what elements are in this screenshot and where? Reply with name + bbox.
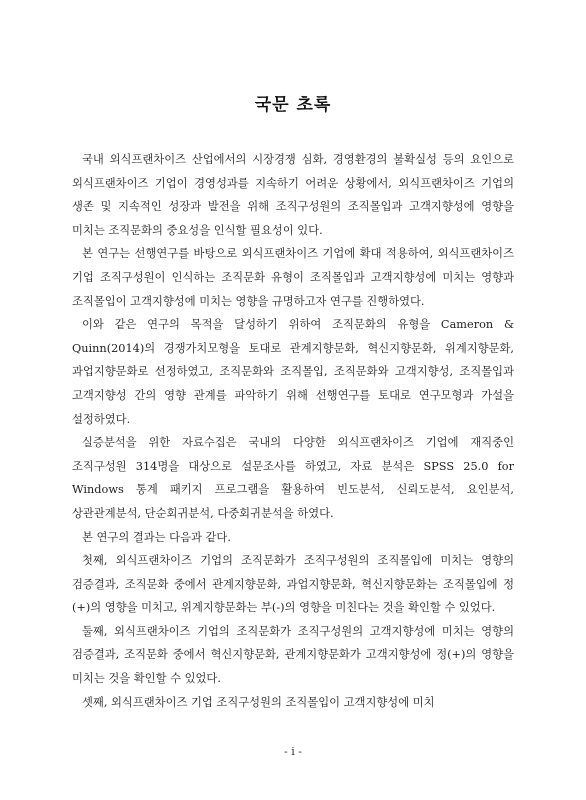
page-title: 국문 초록 — [254, 95, 332, 115]
page-number: - i - — [284, 745, 302, 758]
abstract-paragraph-8: 셋째, 외식프랜차이즈 기업 조직구성원의 조직몰입이 고객지향성에 미치 — [82, 695, 435, 709]
abstract-paragraph-5: 본 연구의 결과는 다음과 같다. — [82, 530, 231, 544]
abstract-paragraph-4: 실증분석을 위한 자료수집은 국내의 다양한 외식프랜차이즈 기업에 재직중인 조직구성원 314명을 대상으로 설문조사를 하였고, 자료 분석은 SPSS 25.0 for Windows 통계 패키지 프로그램을 활용하여 빈도분석, 신뢰도분석, 요인분석, 상관관계분석, 단순회귀분석, 다중회귀분석을 하였다. — [72, 436, 514, 520]
abstract-paragraph-6: 첫째, 외식프랜차이즈 기업의 조직문화가 조직구성원의 조직몰입에 미치는 영향의 검증결과, 조직문화 중에서 관계지향문화, 과업지향문화, 혁신지향문화는 조직몰입에 정(+)의 영향을 미치고, 위계지향문화는 부(-)의 영향을 미친다는 것을 확인할 수 있었다. — [72, 554, 514, 615]
abstract-paragraph-2: 본 연구는 선행연구를 바탕으로 외식프랜차이즈 기업에 확대 적용하여, 외식프랜차이즈 기업 조직구성원이 인식하는 조직문화 유형이 조직몰입과 고객지향성에 미치는 영향과 조직몰입이 고객지향성에 미치는 영향을 규명하고자 연구를 진행하였다. — [72, 247, 514, 308]
abstract-paragraph-7: 둘째, 외식프랜차이즈 기업의 조직문화가 조직구성원의 고객지향성에 미치는 영향의 검증결과, 조직문화 중에서 혁신지향문화, 관계지향문화가 고객지향성에 정(+)의 영향을 미치는 것을 확인할 수 있었다. — [72, 624, 514, 686]
abstract-paragraph-3: 이와 같은 연구의 목적을 달성하기 위하여 조직문화의 유형을 Cameron & Quinn(2014)의 경쟁가치모형을 토대로 관계지향문화, 혁신지향문화, 위계지향문화, 과업지향문화로 선정하였고, 조직문화와 조직몰입, 조직문화와 고객지향성, 조직몰입과 고객지향성 간의 영향 관계를 파악하기 위해 선행연구를 토대로 연구모형과 가설을 설정하였다. — [72, 318, 514, 426]
abstract-body — [72, 148, 514, 714]
abstract-paragraph-1: 국내 외식프랜차이즈 산업에서의 시장경쟁 심화, 경영환경의 불확실성 등의 요인으로 외식프랜차이즈 기업이 경영성과를 지속하기 어려운 상황에서, 외식프랜차이즈 기업의 생존 및 지속적인 성장과 발전을 위해 조직구성원의 조직몰입과 고객지향성에 영향을 미치는 조직문화의 중요성을 인식할 필요성이 있다. — [72, 153, 514, 237]
